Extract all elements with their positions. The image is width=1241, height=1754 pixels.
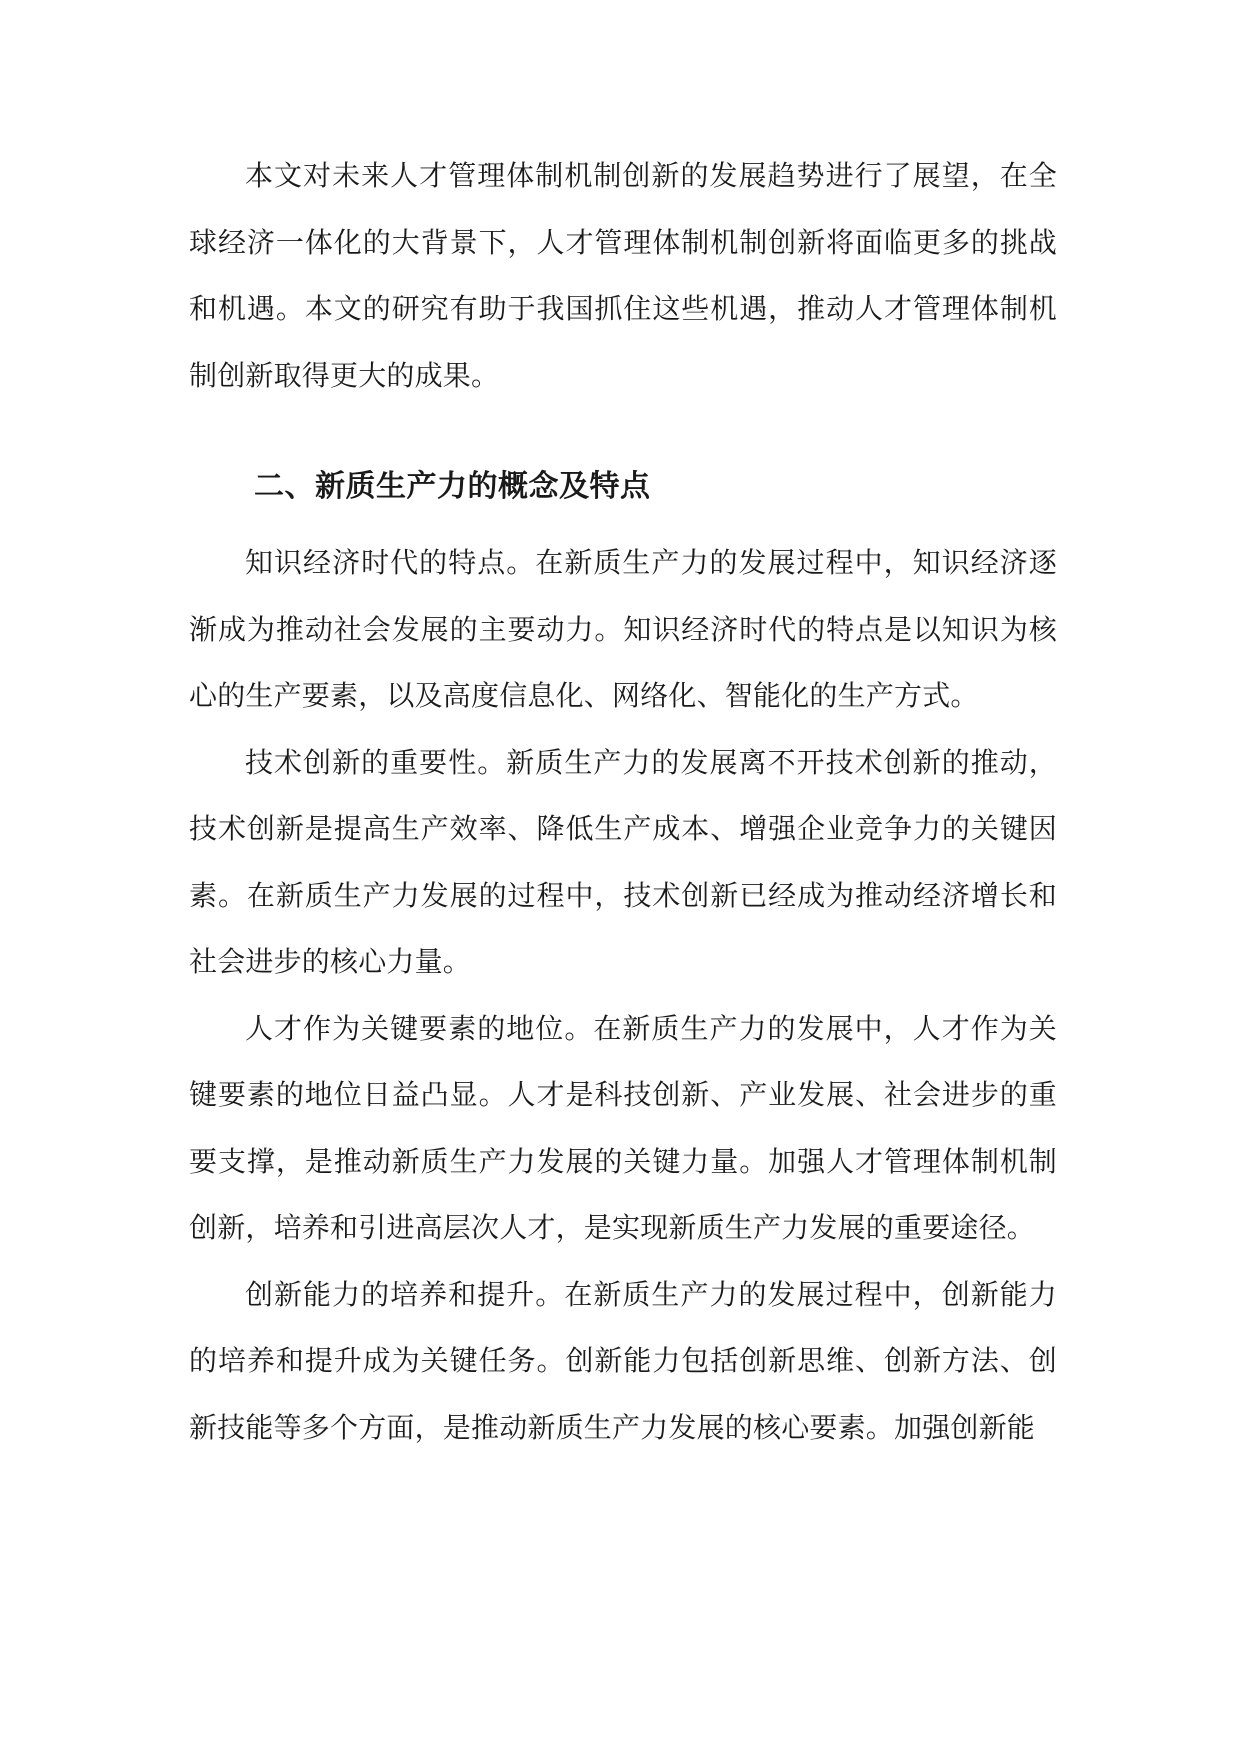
section-heading: 二、新质生产力的概念及特点 (254, 469, 651, 504)
document-body (189, 143, 1057, 1461)
paragraph-technology-innovation: 技术创新的重要性。新质生产力的发展离不开技术创新的推动，技术创新是提高生产效率、降低生产成本、增强企业竞争力的关键因素。在新质生产力发展的过程中，技术创新已经成为推动经济增长和社会进步的核心力量。 (189, 745, 1057, 978)
paragraph-talent-role: 人才作为关键要素的地位。在新质生产力的发展中，人才作为关键要素的地位日益凸显。人才是科技创新、产业发展、社会进步的重要支撑，是推动新质生产力发展的关键力量。加强人才管理体制机制创新，培养和引进高层次人才，是实现新质生产力发展的重要途径。 (189, 1011, 1057, 1244)
paragraph-innovation-capability: 创新能力的培养和提升。在新质生产力的发展过程中，创新能力的培养和提升成为关键任务。创新能力包括创新思维、创新方法、创新技能等多个方面，是推动新质生产力发展的核心要素。加强创新能 (189, 1277, 1057, 1444)
paragraph-outlook: 本文对未来人才管理体制机制创新的发展趋势进行了展望，在全球经济一体化的大背景下，人才管理体制机制创新将面临更多的挑战和机遇。本文的研究有助于我国抓住这些机遇，推动人才管理体制机制创新取得更大的成果。 (189, 159, 1057, 392)
paragraph-knowledge-economy: 知识经济时代的特点。在新质生产力的发展过程中，知识经济逐渐成为推动社会发展的主要动力。知识经济时代的特点是以知识为核心的生产要素，以及高度信息化、网络化、智能化的生产方式。 (189, 546, 1057, 712)
